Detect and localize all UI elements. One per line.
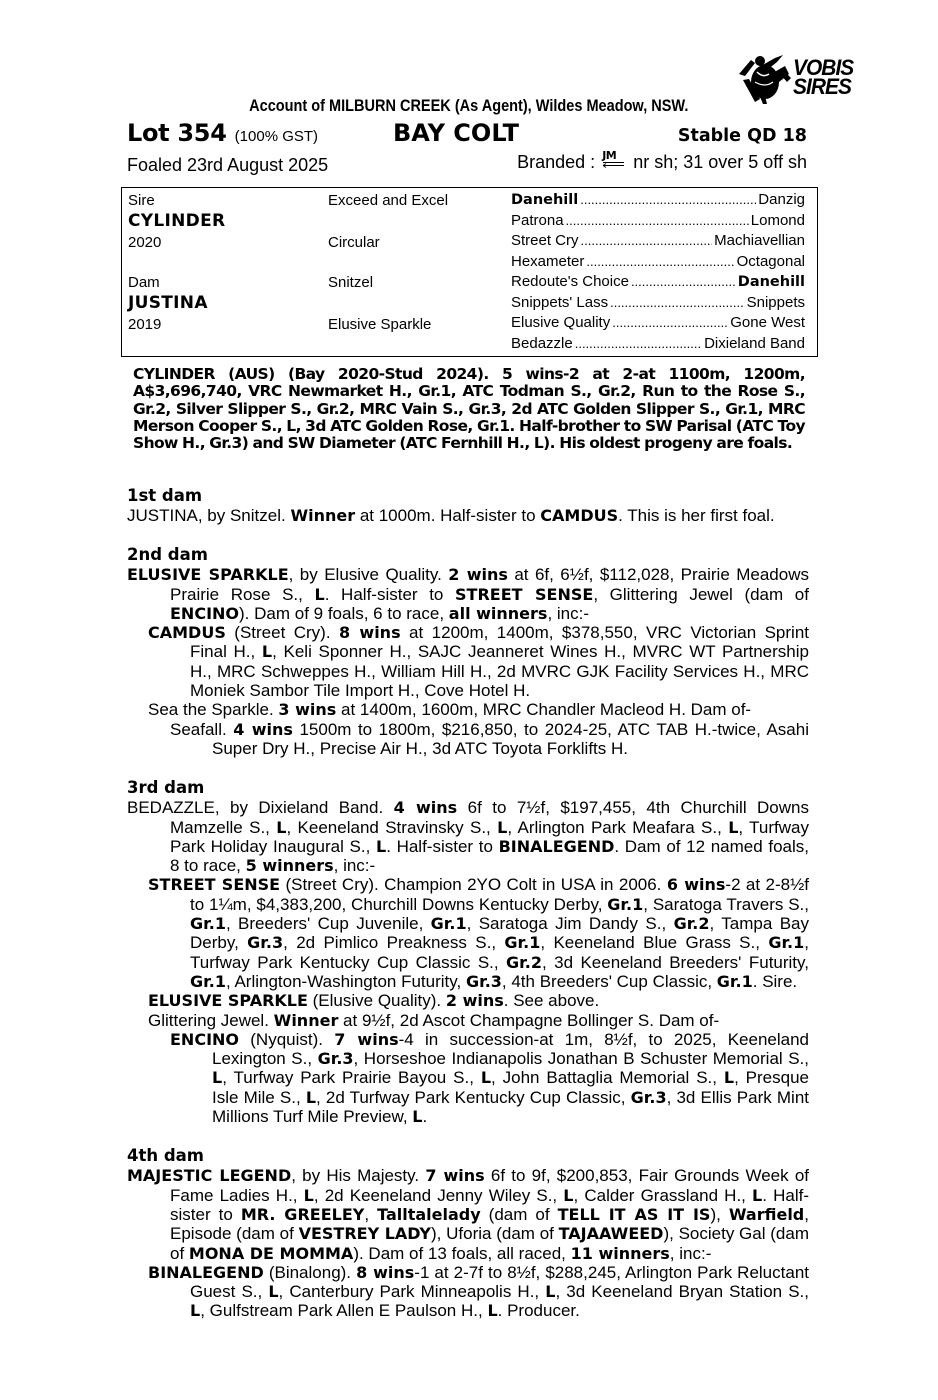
third-gen-dam-name: Patrona	[511, 212, 564, 229]
logo-wordmark: VOBIS SIRES	[793, 55, 854, 99]
leader-dots	[612, 313, 728, 333]
third-gen-row	[511, 211, 805, 231]
third-gen-row	[511, 313, 805, 333]
branding-info: Branded : JM nr sh; 31 over 5 off sh	[517, 149, 807, 172]
sire-name: CYLINDER	[128, 211, 226, 231]
third-gen-dam-name: Snippets' Lass	[511, 294, 609, 311]
dam-dam: Elusive Sparkle	[328, 316, 432, 333]
sire-label: Sire	[128, 192, 155, 209]
third-gen-row	[511, 231, 805, 251]
dam-sire: Snitzel	[328, 274, 374, 291]
third-gen-dam-name: Redoute's Choice	[511, 273, 629, 290]
third-gen-sire-name: Lomond	[750, 212, 805, 229]
third-gen-row	[511, 293, 805, 313]
sire-sire: Exceed and Excel	[328, 192, 449, 209]
dam-section	[127, 486, 809, 525]
pedigree-table	[121, 187, 818, 357]
leader-dots	[631, 272, 736, 292]
lot-number: Lot 354 (100% GST)	[127, 119, 319, 147]
section-title: 2nd dam	[127, 545, 208, 565]
sire-year: 2020	[128, 234, 162, 251]
section-title: 3rd dam	[127, 778, 205, 798]
leader-dots	[575, 334, 702, 354]
leader-dots	[580, 190, 756, 210]
brand-mark-icon: JM	[602, 152, 626, 170]
third-gen-row	[511, 334, 805, 354]
produce-record: BEDAZZLE, by Dixieland Band. 4 wins 6f to 7½f, $197,455, 4th Churchill Downs Mamzelle S., L, Keeneland Stravinsky S., L, Arlington Park Meafara S., L, Turfway Park Holiday Inaugural S., L. Half-sister to BINALEGEND. Dam of 12 named foals, 8 to race, 5 winners, inc:-	[127, 798, 809, 876]
produce-record: ENCINO (Nyquist). 7 wins-4 in succession-at 1m, 8½f, to 2025, Keeneland Lexington S., Gr.3, Horseshoe Indianapolis Jonathan B Schuster Memorial S., L, Turfway Park Prairie Bayou S., L, John Battaglia Memorial S., L, Presque Isle Mile S., L, 2d Turfway Park Kentucky Cup Classic, Gr.3, 3d Ellis Park Mint Millions Turf Mile Preview, L.	[170, 1029, 810, 1127]
third-gen-row	[511, 252, 805, 272]
sire-description: CYLINDER (AUS) (Bay 2020-Stud 2024). 5 wins-2 at 2-at 1100m, 1200m, A$3,696,740, VRC Newmarket H., Gr.1, ATC Todman S., Gr.2, Run to the Rose S., Gr.2, Silver Slipper S., Gr.2, MRC Vain S., Gr.3, 2d ATC Golden Slipper S., Gr.1, MRC Merson Cooper S., L, 3d ATC Golden Rose, Gr.1. Half-brother to SW Parisal (ATC Toy Show H., Gr.3) and SW Diameter (ATC Fernhill H., L). His oldest progeny are foals.	[133, 365, 805, 453]
third-gen-sire-name: Octagonal	[736, 253, 805, 270]
leader-dots	[581, 231, 713, 251]
produce-record: BINALEGEND (Binalong). 8 wins-1 at 2-7f to 8½f, $288,245, Arlington Park Reluctant Guest S., L, Canterbury Park Minneapolis H., L, 3d Keeneland Bryan Station S., L, Gulfstream Park Allen E Paulson H., L. Producer.	[148, 1262, 809, 1321]
produce-record: Seafall. 4 wins 1500m to 1800m, $216,850, to 2024-25, ATC TAB H.-twice, Asahi Super Dry H., Precise Air H., 3d ATC Toyota Forklifts H.	[170, 719, 809, 758]
produce-record: MAJESTIC LEGEND, by His Majesty. 7 wins 6f to 9f, $200,853, Fair Grounds Week of Fame Ladies H., L, 2d Keeneland Jenny Wiley S., L, Calder Grassland H., L. Half-sister to MR. GREELEY, Talltalelady (dam of TELL IT AS IT IS), Warfield, Episode (dam of VESTREY LADY), Uforia (dam of TAJAAWEED), Society Gal (dam of MONA DE MOMMA). Dam of 13 foals, all raced, 11 winners, inc:-	[127, 1166, 810, 1263]
third-gen-row	[511, 272, 805, 292]
dam-section	[127, 778, 809, 1126]
third-gen-sire-name: Dixieland Band	[704, 335, 805, 352]
foaled-date: Foaled 23rd August 2025	[127, 155, 329, 175]
third-gen-dam-name: Danehill	[511, 192, 579, 208]
dam-label: Dam	[128, 274, 160, 291]
third-gen-dam-name: Bedazzle	[511, 335, 573, 352]
produce-record: STREET SENSE (Street Cry). Champion 2YO Colt in USA in 2006. 6 wins-2 at 2-8½f to 1¼m, $4,383,200, Churchill Downs Kentucky Derby, Gr.1, Saratoga Travers S., Gr.1, Breeders' Cup Juvenile, Gr.1, Saratoga Jim Dandy S., Gr.2, Tampa Bay Derby, Gr.3, 2d Pimlico Preakness S., Gr.1, Keeneland Blue Grass S., Gr.1, Turfway Park Kentucky Cup Classic S., Gr.2, 3d Keeneland Breeders' Futurity, Gr.1, Arlington-Washington Futurity, Gr.3, 4th Breeders' Cup Classic, Gr.1. Sire.	[148, 875, 809, 991]
produce-record: CAMDUS (Street Cry). 8 wins at 1200m, 1400m, $378,550, VRC Victorian Sprint Final H., L, Keli Sponner H., SAJC Jeanneret Wines H., MVRC WT Partnership H., MRC Schweppes H., William Hill H., 2d MVRC GJK Facility Services H., MRC Moniek Sambor Tile Import H., Cove Hotel H.	[148, 623, 809, 701]
horse-description: BAY COLT	[393, 119, 520, 147]
dam-name: JUSTINA	[128, 293, 208, 313]
third-gen-sire-name: Snippets	[746, 294, 805, 311]
vendor-account: Account of MILBURN CREEK (As Agent), Wildes Meadow, NSW.	[249, 97, 689, 115]
third-gen-sire-name: Machiavellian	[714, 232, 805, 249]
section-title: 4th dam	[127, 1146, 204, 1166]
section-title: 1st dam	[127, 486, 203, 505]
third-gen-dam-name: Street Cry	[511, 232, 579, 249]
produce-record: ELUSIVE SPARKLE, by Elusive Quality. 2 wins at 6f, 6½f, $112,028, Prairie Meadows Prairie Rose S., L. Half-sister to STREET SENSE, Glittering Jewel (dam of ENCINO). Dam of 9 foals, 6 to race, all winners, inc:-	[127, 565, 809, 623]
leader-dots	[566, 211, 749, 231]
dam-section	[127, 1146, 809, 1320]
third-gen-sire-name: Gone West	[730, 314, 805, 331]
produce-record: Sea the Sparkle. 3 wins at 1400m, 1600m, MRC Chandler Macleod H. Dam of-	[148, 700, 752, 720]
double-arrow-icon	[603, 163, 624, 168]
produce-record: JUSTINA, by Snitzel. Winner at 1000m. Half-sister to CAMDUS. This is her first foal.	[127, 506, 775, 525]
sire-dam: Circular	[328, 234, 380, 251]
third-gen-dam-name: Elusive Quality	[511, 314, 611, 331]
leader-dots	[586, 252, 734, 272]
third-gen-sire-name: Danzig	[758, 191, 805, 208]
third-gen-row	[511, 190, 805, 210]
third-gen-dam-name: Hexameter	[511, 253, 585, 270]
produce-record: ELUSIVE SPARKLE (Elusive Quality). 2 wins. See above.	[148, 991, 600, 1011]
dam-year: 2019	[128, 316, 162, 333]
dam-section	[127, 545, 809, 758]
leader-dots	[610, 293, 745, 313]
third-gen-sire-name: Danehill	[737, 274, 805, 290]
produce-record: Glittering Jewel. Winner at 9½f, 2d Ascot Champagne Bollinger S. Dam of-	[148, 1010, 720, 1030]
female-line	[127, 486, 809, 1341]
gst-note: (100% GST)	[234, 128, 319, 145]
stable-location: Stable QD 18	[677, 126, 807, 146]
